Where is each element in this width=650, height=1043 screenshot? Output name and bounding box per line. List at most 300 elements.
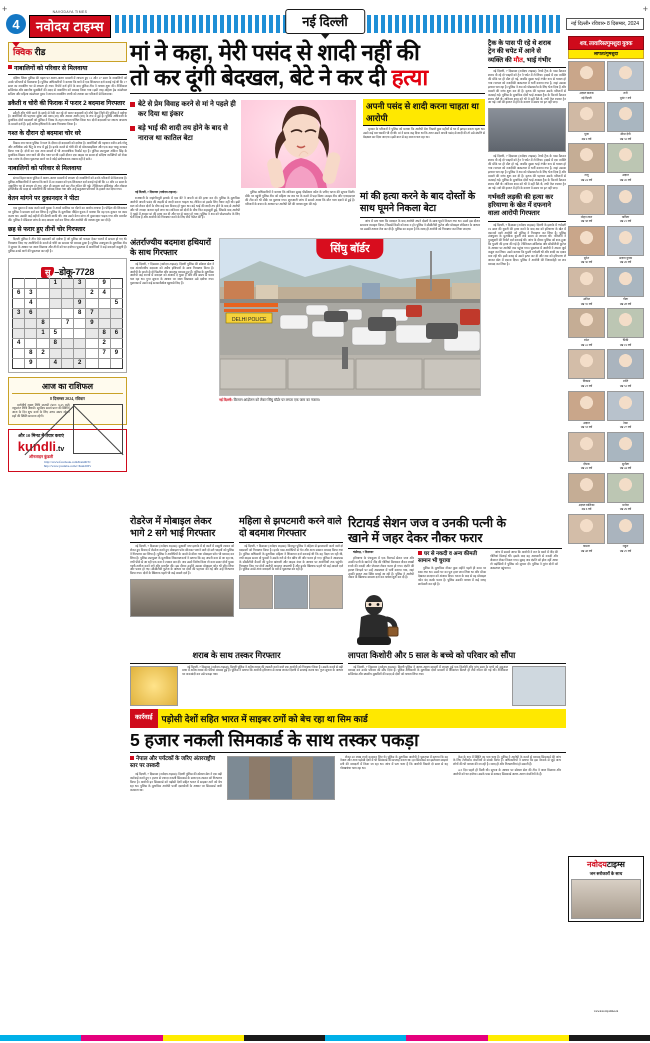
sudoku-cell[interactable]: 4 [13,338,25,348]
sudoku-cell[interactable] [98,358,110,368]
left-column [8,42,127,472]
person-name: अज्ञात बालक [579,91,594,95]
sudoku-cell[interactable] [110,308,122,318]
person-name: सुनीता [622,461,629,466]
sudoku-cell[interactable] [37,308,49,318]
promo-image [571,879,641,919]
person-photo [607,61,644,91]
person-name: राहुल [622,544,629,549]
person-photo [568,267,605,297]
quick-read-item[interactable] [8,100,127,128]
bottom-headline-c: रिटायर्ड सेशन जज व उनकी पत्नी के खाने में जहर देकर नौकर फरार [348,516,562,549]
sudoku-cell[interactable] [13,278,25,288]
sudoku-cell[interactable] [61,298,73,308]
person-name: मोहन लाल [580,214,593,219]
sudoku-cell[interactable] [61,328,73,338]
promo-tagline: जन सरोकारों के साथ [589,871,623,876]
mid-story[interactable] [130,238,214,403]
sudoku-cell[interactable]: 7 [86,308,98,318]
story-c-col-2: घर से नकदी व अन्य कीमती सामान भी चुराया पुलिस के मुताबिक नौकर कुछ महीने पहले ही काम पर रखा गया था। उसने घर का पूरा हाल जान लिया था और मौका देखकर वारदात को अंजाम दिया। घटना के बाद से वह मोबाइल फोन बंद करके फरार है। पुलिस उसकी तलाश में कई जगह छापेमारी कर रही है। [418,551,486,586]
cmyk-color-bar [0,1035,650,1041]
person-name: पूजा [584,132,589,137]
sudoku-label: –डोकू-7728 [54,266,95,277]
person-photo [568,349,605,379]
bottom-body-b: नई दिल्ली, 7 दिसम्बर (नवोदय टाइम्स): बिंदापुर पुलिस ने महिला से झपटमारी करने वाले दो बदमाशों को गिरफ्तार किया है। इनके पास आरोपियों से चेन और अन्य सामान बरामद किया गया है। पुलिस अधिकारी के मुताबिक महिला ने शिकायत दर्ज करवाई थी कि वह पैदल जा रही थी, तभी बाइक सवार दो युवकों ने उसके गले से चेन खींच ली और फरार हो गए। पुलिस ने आसपास के सीसीटीवी कैमरों की फुटेज खंगाली और बाइक नंबर के आधार पर आरोपियों तक पहुंची। गिरफ्तार किए गए दोनों आरोपी आदतन अपराधी हैं और इनके खिलाफ पहले भी कई मामले दर्ज हैं। पुलिस उनसे अन्य वारदातों के बारे में पूछताछ कर रही है। [239,544,343,572]
sudoku-cell[interactable] [49,288,61,298]
missing-persons-subheader: लापता/गुमशुदा [568,50,644,59]
person-detail: उम्र 23 वर्ष [580,383,593,388]
sudoku-cell[interactable] [49,318,61,328]
sudoku-cell[interactable]: 1 [49,278,61,288]
registration-mark-right: + [642,4,648,14]
missing-person-cell[interactable] [607,226,644,265]
sudoku-cell[interactable]: 8 [37,318,49,328]
missing-person-cell[interactable] [607,473,644,512]
right-body-1: नई दिल्ली, 7 दिसम्बर (नवोदय टाइम्स): रेलवे ट्रैक के पास बैठकर शराब पी रहे दो भाइयों को ट्रेन ने चपेट में ले लिया। हादसे में एक व्यक्ति की मौके पर ही मौत हो गई, जबकि दूसरा भाई गंभीर रूप से घायल हो गया। घायल को नजदीकी अस्पताल में भर्ती कराया गया है, जहां उसका इलाज चल रहा है। पुलिस ने शव को पोस्टमार्टम के लिए भेज दिया है और मामले की जांच शुरू कर दी है। मृतक की पहचान उसके परिजनों से करवाई गई। पुलिस के मुताबिक दोनों भाई अक्सर ट्रैक के किनारे बैठकर शराब पीते थे। शनिवार शाम को भी वे वहीं बैठे थे, तभी तेज रफ्तार ट्रेन आ गई। नशे की हालत में होने के कारण वे समय पर हट नहीं पाए। [488,69,566,105]
person-name: रमेश [583,338,590,343]
right-headline-2: गर्भवती लड़की की हत्या कर हरियाणा के खेत में दफनाने वाला आरोपी गिरफ्तार [488,194,566,222]
person-detail: उम्र 38 वर्ष [580,219,593,224]
right-headline-1: ट्रैक के पास पी रहे थे शराब ट्रेन की चपेट में आने से व्यक्ति की मौत, भाई गंभीर [488,40,566,68]
right-body-1-cont: नई दिल्ली, 7 दिसम्बर (नवोदय टाइम्स): रेलवे ट्रैक के पास बैठकर शराब पी रहे दो भाइयों को ट्रेन ने चपेट में ले लिया। हादसे में एक व्यक्ति की मौके पर ही मौत हो गई, जबकि दूसरा भाई गंभीर रूप से घायल हो गया। घायल को नजदीकी अस्पताल में भर्ती कराया गया है, जहां उसका इलाज चल रहा है। पुलिस ने शव को पोस्टमार्टम के लिए भेज दिया है और मामले की जांच शुरू कर दी है। मृतक की पहचान उसके परिजनों से करवाई गई। पुलिस के मुताबिक दोनों भाई अक्सर ट्रैक के किनारे बैठकर शराब पीते थे। शनिवार शाम को भी वे वहीं बैठे थे, तभी तेज रफ्तार ट्रेन आ गई। नशे की हालत में होने के कारण वे समय पर हट नहीं पाए। [488,154,566,190]
person-detail: उम्र 9 वर्ष [581,136,592,141]
main-byline: नई दिल्ली, 7 दिसम्बर (नवोदय टाइम्स): [135,190,178,194]
quick-read-label-2: रीड [34,47,46,57]
sudoku-cell[interactable]: 3 [74,278,86,288]
person-photo [568,391,605,421]
person-detail: उम्र 41 वर्ष [580,342,593,347]
bottom-story-d[interactable]: शराब के साथ तस्कर गिरफ्तार नई दिल्ली, 7 दिसम्बर (नवोदय टाइम्स): दिल्ली पुलिस ने अवैध शराब की तस्करी करने वाले एक आरोपी को गिरफ्तार किया है। उसके कब्जे से बड़ी मात्रा में अवैध शराब की पेटियां बरामद हुई हैं। पुलिस ने बताया कि आरोपी हरियाणा से शराब लाकर दिल्ली में सप्लाई करता था। गुप्त सूचना के आधार पर नाकाबंदी कर उसे पकड़ा गया। [130,649,343,706]
person-photo [607,432,644,462]
sudoku-cell[interactable]: 7 [61,318,73,328]
footer-url: www.navodayatimes.in [593,1010,619,1013]
svg-text:DELHI POLICE: DELHI POLICE [232,316,267,323]
person-detail: उम्र 32 वर्ष [619,136,632,141]
story-c-byline: चंडीगढ़, 7 दिसम्बर [353,550,374,554]
sudoku-row [13,278,123,288]
final-col-3: केस के रूप में स्थिति का पता चला है। पुलिस ने आरोपी के कब्जे से बरामद सिमकार्ड की जांच के लिए टेलीकॉम कंपनियों से संपर्क किया है। अधिकारियों ने बताया कि इस नेटवर्क से जुड़े अन्य लोगों की भी तलाश की जा रही है। जल्द ही और गिरफ्तारियां हो सकती हैं। 4-5 दिन पहले ही मिली थी। सूचना के आधार पर स्पेशल सेल की टीम ने जाल बिछाया और आरोपी को धर दबोचा। उसके पास से बरामद सिमकार्ड अलग-अलग कंपनियों के हैं। [453,754,561,777]
sudoku-row [13,308,123,318]
sudoku-cell[interactable] [110,288,122,298]
singhu-photo-block [219,238,483,403]
person-detail: उम्र 44 वर्ष [619,466,632,471]
sudoku-cell[interactable] [37,288,49,298]
missing-persons-grid[interactable] [568,61,644,553]
person-detail: उम्र 30 वर्ष [580,260,593,265]
person-detail: उम्र 52 वर्ष [619,383,632,388]
sudoku-cell[interactable]: 5 [110,298,122,308]
main-headline-highlight: हत्या [391,65,428,90]
missing-person-cell[interactable] [607,61,644,100]
bottom-headline-e: लापता किशोरी और 5 साल के बच्चे को परिवार को सौंपा [348,649,566,664]
person-photo [607,473,644,503]
headline-highlight: मौत [513,56,523,64]
sudoku-cell[interactable] [86,358,98,368]
story-c-sub-bullet: घर से नकदी व अन्य कीमती सामान भी चुराया [418,551,477,564]
bottom-story-a[interactable] [130,516,234,645]
missing-person-cell[interactable] [568,185,605,224]
page-number: 4 [6,14,26,34]
right-column [488,40,566,269]
sudoku-cell[interactable]: 6 [13,288,25,298]
sudoku-cell[interactable] [110,318,122,328]
right-body-2: नई दिल्ली, 7 दिसम्बर (नवोदय टाइम्स): दिल्ली के इलाके में गर्भवती 19 साल की युवती की हत्या करने के बाद शव को हरियाणा के खेत में दफनाने वाले आरोपी को पुलिस ने गिरफ्तार कर लिया है। पुलिस उपायुक्त के मुताबिक युवती लंबे समय से लापता थी। परिजनों ने गुमशुदगी की रिपोर्ट दर्ज करवाई थी। जांच के दौरान पुलिस को शक हुआ कि युवती की हत्या की गई है। टेक्निकल सर्विलांस और सीसीटीवी फुटेज के आधार पर आरोपी तक पहुंचा गया। पूछताछ में आरोपी ने अपना जुर्म कबूल कर लिया। उसने बताया कि युवती गर्भवती थी और शादी का दबाव बना रही थी। इसी वजह से उसने हत्या कर दी और शव को हरियाणा ले जाकर खेत में दफना दिया। पुलिस ने आरोपी की निशानदेही पर शव बरामद कर लिया है। [488,222,566,266]
missing-person-cell[interactable] [568,349,605,388]
person-name: अज्ञात बालिका [578,502,595,507]
sudoku-cell[interactable] [37,358,49,368]
kundli-chart-icon [73,404,123,454]
missing-person-cell[interactable] [568,267,605,306]
bottom-photo-a [130,579,234,617]
quick-read-box [8,42,127,62]
center-section [130,40,485,403]
sudoku-cell[interactable] [86,338,98,348]
person-detail: नई दिल्ली [581,95,592,100]
sudoku-cell[interactable]: 8 [25,348,37,358]
bullet-square-icon [418,551,422,555]
left-body-5: एक दुकान में काम करने वाले युवक ने अपने मालिक पर पीटने का आरोप लगाया है। पीड़ित की शिकायत पर पुलिस ने मामला दर्ज कर लिया है। पुलिस के मुताबिक पीड़ित युवक ने बताया कि वह एक दुकान पर काम करता था। उसकी कई महीनों की सैलरी बाकी थी। जब उसने वेतन मांगा तो दुकानदार भड़क गया और मारपीट की। पुलिस ने मेडिकल जांच के बाद मामला दर्ज कर लिया और आरोपी की तलाश शुरू कर दी है। [8,206,127,223]
person-detail: उम्र 26 वर्ष [619,260,632,265]
sudoku-cell[interactable] [49,308,61,318]
sudoku-cell[interactable] [61,308,73,318]
smugglers-photo [227,756,335,800]
sudoku-cell[interactable]: 6 [110,328,122,338]
left-headline-3: गश्त के दौरान दो बदमाश चोर धरे [8,130,127,140]
sudoku-cell[interactable] [25,278,37,288]
bullet-item: बड़े भाई की शादी तय होने के बाद से नाराज था कातिल बेटा [130,124,238,143]
sudoku-row [13,298,123,308]
missing-person-cell[interactable] [568,432,605,471]
sudoku-cell[interactable] [61,338,73,348]
photo-badge: सिंघु बॉर्डर [316,239,383,259]
sudoku-cell[interactable]: 8 [74,308,86,318]
sudoku-row [13,338,123,348]
missing-person-cell[interactable] [568,308,605,347]
sudoku-puzzle[interactable] [8,258,127,373]
left-body-6: दिल्ली पुलिस ने तीन ऐसे बदमाशों को दबोचा है जो पुलिस को चकमा देकर भागने में सफल हो गए थे। गिरफ्तार किए गए आरोपियों के कब्जे से चोरी का सामान भी बरामद हुआ है। पुलिस उपायुक्त के मुताबिक टीम ने सूचना के आधार पर जाल बिछाया और तीनों को धर दबोचा। पूछताछ में आरोपियों ने कई वारदातें कबूली हैं। पुलिस उनसे आगे की पूछताछ कर रही है। [8,236,127,253]
lead-column-1: नई दिल्ली, 7 दिसम्बर (नवोदय टाइम्स): राजधानी के जहांगीरपुरी इलाके में एक बेटे ने अपनी मां की हत्या कर दी। पुलिस के मुताबिक आरोपी अपनी पसंद की लड़की से शादी करना चाहता था, लेकिन मां इसके लिए तैयार नहीं थी। इसी बात को लेकर दोनों के बीच कई बार विवाद हो चुका था। बड़े भाई की शादी तय होने के बाद से आरोपी और भी ज्यादा नाराज रहने लगा था। शनिवार को दोनों के बीच फिर कहासुनी हुई, जिसके बाद आरोपी ने गुस्से में आकर मां की हत्या कर दी और घर से फरार हो गया। पुलिस ने शव को पोस्टमार्टम के लिए भेज दिया है और आरोपी को गिरफ्तार करने के लिए टीमें गठित की हैं। [130,190,240,220]
sudoku-cell[interactable]: 9 [110,348,122,358]
person-name: कमला [583,544,590,549]
person-photo [607,267,644,297]
missing-persons-column [568,36,644,553]
person-photo [607,308,644,338]
sudoku-cell[interactable] [74,348,86,358]
person-name: सुरेश [583,255,590,260]
missing-person-cell[interactable] [568,143,605,182]
missing-person-cell[interactable] [607,102,644,141]
person-photo [568,308,605,338]
left-headline-1: नाबालिगों को परिवार से मिलवाया [8,65,127,75]
person-photo [568,102,605,132]
bullet-square-icon [130,126,135,131]
newspaper-logo[interactable] [29,10,111,38]
story-c-col-3: जांच में सामने आया कि आरोपी ने रात के खाने में नींद की गोलियां मिलाई थीं। इसके बाद वह अलमारी से नकदी और जेवरात लेकर निकल गया। सुबह जब दंपति को होश नहीं आया तो पड़ोसियों ने पुलिस को सूचना दी। पुलिस ने तुरंत दोनों को अस्पताल पहुंचाया। [490,550,558,570]
person-detail: उम्र 24 वर्ष [580,177,593,182]
sudoku-cell[interactable] [49,298,61,308]
quick-read-item[interactable] [8,195,127,223]
person-detail: उम्र 48 वर्ष [580,548,593,553]
sudoku-row [13,348,123,358]
final-col-2: लेकर 20 लाख रुपये कमाकर लिए थे। पुलिस के मुताबिक आरोपी ने पूछताछ में बताया कि वह नेपाल और अन्य पड़ोसी देशों में भी सिमकार्ड की सप्लाई करता था। इन सिमकार्ड का इस्तेमाल साइबर ठगी की वारदातों में किया जा रहा था। जांच में पता चला है कि आरोपी पिछले दो साल से यह गोरखधंधा चला रहा था। [340,754,448,771]
person-name: विकास [582,379,591,384]
second-headline: मां की हत्या करने के बाद दोस्तों के साथ घूमने निकला बेटा [360,191,480,218]
sudoku-cell[interactable] [86,328,98,338]
final-col-1: नेपाल और पर्यटकों के जरिए अंतरराष्ट्रीय स्तर पर तस्करी नई दिल्ली, 7 दिसम्बर (नवोदय टाइम्स): दिल्ली पुलिस की स्पेशल सेल ने एक बड़ी कार्रवाई करते हुए 5 हजार से ज्यादा नकली सिमकार्ड के साथ एक तस्कर को गिरफ्तार किया है। आरोपी इन सिमकार्ड को पड़ोसी देशों सहित भारत में साइबर ठगों को बेच रहा था। पुलिस के मुताबिक आरोपी फर्जी दस्तावेजों के आधार पर सिमकार्ड जारी करवाता था। [130,755,222,792]
sudoku-cell[interactable]: 1 [37,328,49,338]
ad-logo: kundli.tv [17,439,65,455]
quick-read-label-1: क्विक [13,47,33,57]
main-headline-line-2: तो कर दूंगी बेदखल, बेटे ने कर दी हत्या [130,65,428,90]
sudoku-cell[interactable] [13,348,25,358]
sudoku-row [13,358,123,368]
missing-person-cell[interactable] [568,102,605,141]
main-story-illustration [241,100,356,188]
person-detail: उम्र 45 वर्ष [619,177,632,182]
logo-text: नवोदय टाइम्स [29,15,111,38]
sub-headline-yellow: अपनी पसंद से शादी करना चाहता था आरोपी [363,99,485,126]
sudoku-cell[interactable] [98,318,110,328]
person-photo [607,226,644,256]
sudoku-cell[interactable] [13,358,25,368]
person-photo [607,349,644,379]
sudoku-cell[interactable] [110,338,122,348]
sudoku-row [13,328,123,338]
left-headline-4: नाबालिगों को परिवार से मिलवाया [8,165,127,175]
person-detail: उम्र 21 वर्ष [619,219,632,224]
person-detail: उम्र 6 वर्ष [581,507,592,512]
ad-youtube-link[interactable]: http://www.youtube.com/c/KundliTv [43,464,92,469]
registration-mark-left: + [2,4,8,14]
person-name: अनिल [583,296,590,301]
bottom-section [130,516,566,800]
bottom-headline-a: रोडरेज में मोबाइल लेकर भागे 2 सगे भाई गिरफ्तार [130,516,234,543]
main-headline [130,40,485,94]
mid-story-body: नई दिल्ली, 7 दिसम्बर (नवोदय टाइम्स): दिल्ली पुलिस की स्पेशल सेल ने एक अंतर्राज्यीय बदमाश को अवैध हथियारों के साथ गिरफ्तार किया है। आरोपी के कब्जे से दो पिस्तौल और कारतूस बरामद हुए हैं। पुलिस के मुताबिक आरोपी कई राज्यों में वारदात को अंजाम दे चुका है और लंबे समय से फरार चल रहा था। गुप्त सूचना के आधार पर जाल बिछाकर उसे दबोचा गया। पूछताछ में उसने कई सनसनीखेज खुलासे किए हैं। [130,261,214,286]
sudoku-cell[interactable]: 4 [49,358,61,368]
person-photo [568,473,605,503]
action-banner [130,709,566,728]
lead-column-3: मां की हत्या करने के बाद दोस्तों के साथ घूमने निकला बेटा जांच में पता चला कि वारदात के बाद आरोपी अपने दोस्तों के साथ घूमने निकल गया था। उसने इस दौरान सामान्य व्यवहार किया, जिससे किसी को शक न हो। पुलिस ने सीसीटीवी फुटेज और मोबाइल लोकेशन के आधार पर उसकी तलाश तेज कर दी है। पुलिस का कहना है कि जल्द ही आरोपी को गिरफ्तार कर लिया जाएगा। [360,191,480,231]
person-photo [607,185,644,215]
left-headline-2: डकैती व चोरी की फिराक में फरार 2 बदमाश गिरफ्तार [8,100,127,110]
sudoku-cell[interactable] [98,308,110,318]
sudoku-cell[interactable]: 2 [98,338,110,348]
person-name: पिंकी [622,338,629,343]
sudoku-cell[interactable] [37,298,49,308]
navodaya-promo-box[interactable] [568,856,644,922]
missing-person-cell[interactable] [568,61,605,100]
person-detail: उम्र 29 वर्ष [619,507,632,512]
sudoku-badge: सु [41,267,54,278]
person-photo [607,514,644,544]
banner-tag: कार्रवाई [130,709,158,728]
sudoku-cell[interactable]: 9 [25,358,37,368]
final-bullet-text: नेपाल और पर्यटकों के जरिए अंतरराष्ट्रीय स्तर पर तस्करी [130,755,216,769]
singhu-border-photo [219,238,481,396]
quick-read-item[interactable] [8,65,127,97]
sudoku-cell[interactable]: 9 [86,318,98,328]
person-name: अज्ञात [622,173,629,178]
sudoku-cell[interactable]: 4 [25,298,37,308]
person-name: सीमा देवी [620,132,631,137]
bottom-body-a: नई दिल्ली, 7 दिसम्बर (नवोदय टाइम्स): मुखर्जी नगर इलाके में दो कारों में मामूली टक्कर को लेकर हुए विवाद में रोडरेज करते हुए मोबाइल फोन छीनकर भागने वाले दो सगे भाइयों को पुलिस ने गिरफ्तार कर लिया है। पुलिस ने आरोपियों के कब्जे से छीना गया मोबाइल फोन भी बरामद कर लिया है। पुलिस उपायुक्त के मुताबिक शिकायतकर्ता ने बताया कि वह अपनी कार से जा रहा था, तभी पीछे से आ रही एक कार ने टक्कर मार दी। जब उसने विरोध किया तो कार सवार दोनों युवक गाली-गलौज करने लगे और मारपीट की। इस दौरान उन्होंने उसका मोबाइल फोन भी छीन लिया और फरार हो गए। सीसीटीवी फुटेज के आधार पर दोनों की पहचान की गई और उन्हें गिरफ्तार किया गया। दोनों के खिलाफ पहले भी कई मामले दर्ज हैं। [130,544,234,576]
person-photo [568,185,605,215]
bullet-square-icon [130,756,134,760]
sudoku-cell[interactable] [98,298,110,308]
missing-person-cell[interactable] [568,226,605,265]
bottom-photo-b [239,575,343,609]
person-photo [568,432,605,462]
missing-person-cell[interactable] [607,185,644,224]
sudoku-cell[interactable] [74,338,86,348]
dateline: नई दिल्ली• रविवार• 8 दिसम्बर, 2024 [566,18,644,30]
person-name: रानी [623,91,628,95]
sudoku-cell[interactable] [37,278,49,288]
horoscope-title: आज का राशिफल [12,381,123,394]
sub-headline-block [363,94,485,142]
sudoku-cell[interactable]: 2 [37,348,49,358]
sudoku-cell[interactable] [110,278,122,288]
ad-subtitle: ऑनलाइन कुंडली [28,454,54,460]
bottom-headline-b: महिला से झपटमारी करने वाले दो बदमाश गिरफ्तार [239,516,343,543]
left-body-4: संगम विहार थाना पुलिस ने अलग-अलग मामलों में लापता दो नाबालिगों को उनके परिजनों से मिलवाया है। पुलिस अधिकारियों ने बताया कि थाने में 20 नवम्बर को एक शिकायत दर्ज कराई गई थी कि 12 और 16 साल के नाबालिग घर से लापता हो गए। तुरंत ही मामला दर्ज कर टीम गठित की गई। टेक्निकल सर्विलांस और लोकल इंटेलिजेंस की मदद से नाबालिगों को बरामद किया गया और उन्हें सकुशल परिजनों के हवाले कर दिया गया। [8,175,127,192]
person-photo [568,226,605,256]
person-detail: उम्र 19 वर्ष [619,342,632,347]
bottom-story-c[interactable] [348,516,562,645]
sub-story-body: मृतका के परिजनों ने पुलिस को बताया कि आरोपी बेटा पिछले कुछ महीनों से घर में झगड़ा करता रहता था। उसने कई बार धमकी भी दी थी। मां ने साफ कह दिया था कि अगर उसने अपनी पसंद से शादी की तो उसे संपत्ति से बेदखल कर दिया जाएगा। इसी बात से वह नाराज चल रहा था। [363,127,485,139]
mid-story-headline: अंतर्राज्यीय बदमाश हथियारों के साथ गिरफ्तार [130,238,214,261]
person-detail: उम्र 22 वर्ष [580,466,593,471]
logo-tagline: NAVODAYA TIMES [52,10,88,14]
sudoku-cell[interactable]: 8 [49,338,61,348]
person-photo [568,143,605,173]
missing-person-cell[interactable] [607,514,644,553]
photo-caption-location: नई दिल्ली: [219,397,233,402]
bottom-headline-d: शराब के साथ तस्कर गिरफ्तार [130,649,343,664]
bullet-item: बेटे से प्रेम विवाह करने से मां ने पहले ही कर दिया था इंकार [130,100,238,119]
city-edition-flag: नई दिल्ली [285,9,365,34]
bullet-square-icon [130,102,135,107]
promo-logo: नवोदयटाइम्स [587,860,625,869]
person-photo [607,143,644,173]
flag-icon [12,42,20,47]
sudoku-cell[interactable] [13,328,25,338]
sudoku-cell[interactable] [110,358,122,368]
person-name: गीता [623,296,628,301]
sudoku-cell[interactable] [13,318,25,328]
missing-person-cell[interactable] [607,267,644,306]
right-photo-1 [488,108,566,152]
sudoku-cell[interactable]: 3 [13,308,25,318]
sudoku-title [12,262,123,275]
sudoku-cell[interactable]: 4 [98,288,110,298]
left-body-3: बिक्रम नगर थाना पुलिस ने गश्त के दौरान दो बदमाशों को दबोचा है। आरोपियों की पहचान नवीन उर्फ गोलू और अभिषेक उर्फ पिंटू के रूप में हुई है। इनके कब्जे से चोरी की दो मोटरसाइकिल और एक बड़ा चाकू बरामद किया गया है। दोनों का एक अन्य मामले में भी आपराधिक रिकॉर्ड रहा है। पुलिस उपायुक्त अंकित सिंह के मुताबिक बिक्रम नगर थाने की टीम गश्त पर थी। इसी दौरान एक बाइक पर सवार दो संदिग्ध व्यक्तियों को रोका गया। जांच के दौरान पूछताछ करने पर वे कोई संतोषजनक जवाब नहीं दे सके। [8,141,127,161]
sudoku-cell[interactable]: 9 [74,298,86,308]
sudoku-cell[interactable] [61,288,73,298]
person-name: अज्ञात युवक [618,255,633,260]
bottom-story-b[interactable] [239,516,343,645]
person-name: अज्ञात [583,420,590,425]
sudoku-cell[interactable] [86,348,98,358]
final-photo-block [227,756,335,800]
quick-read-title [13,45,123,58]
banner-text: पड़ोसी देशों सहित भारत में साइबर ठगों को बेच रहा था सिम कार्ड [158,709,566,728]
person-detail: उम्र 28 वर्ष [619,301,632,306]
missing-persons-header: शव, लावारिस/गुमशुदा युवक [568,36,644,50]
photo-caption: नई दिल्ली: किसान आंदोलन को लेकर सिंघु बॉर्डर पर लगता एक जाम का नजारा। [219,397,321,402]
person-name: मनोज [622,502,629,507]
left-headline-6: छह से फरार हुए तीनों चोर गिरफ्तार [8,226,127,236]
horoscope-body: मार्गशीर्ष शुक्ल तिथि सप्तमी (प्रात: 9.45 बजे) तदुपरांत तिथि अष्टमी। सूर्योदय समय प्रातः की स्थिति। आज के दिन शुभ कार्य के लिए उत्तम समय रहेगा। ग्रहों की स्थिति सामान्य रहेगी। [12,402,70,419]
missing-person-cell[interactable] [568,514,605,553]
missing-person-cell[interactable] [607,349,644,388]
sudoku-cell[interactable]: 9 [98,278,110,288]
final-headline: 5 हजार नकली सिमकार्ड के साथ तस्कर पकड़ा [130,730,566,753]
horoscope-date: 8 दिसम्बर 2024, रविवार [50,395,85,401]
thief-illustration [348,591,400,645]
person-photo [568,514,605,544]
quick-read-item[interactable] [8,165,127,193]
person-name: शांति [622,379,629,384]
person-photo [607,102,644,132]
ad-facebook-link[interactable]: http://www.facebook.com/KundliTv [44,460,91,465]
sudoku-grid[interactable] [12,278,123,369]
sudoku-cell[interactable] [61,278,73,288]
sudoku-cell[interactable] [74,288,86,298]
sudoku-cell[interactable] [86,298,98,308]
person-name: दीपक [583,461,590,466]
sudoku-cell[interactable] [61,348,73,358]
quick-read-item[interactable] [8,130,127,162]
bottom-story-e[interactable]: लापता किशोरी और 5 साल के बच्चे को परिवार को सौंपा नई दिल्ली, 7 दिसम्बर (नवोदय टाइम्स): दिल्ली पुलिस ने अलग-अलग मामलों में लापता हुई एक किशोरी और पांच साल के बच्चे को सकुशल बरामद कर उनके परिवार को सौंप दिया है। पुलिस अधिकारी के मुताबिक दोनों मामलों में शिकायत मिलते ही टीमें गठित की गई थीं। टेक्निकल सर्विलांस और स्थानीय मुखबिरों की मदद से दोनों को तलाश लिया गया। [348,649,566,706]
missing-person-cell[interactable] [607,432,644,471]
sudoku-cell[interactable]: 2 [86,288,98,298]
sudoku-cell[interactable] [37,338,49,348]
sudoku-row [13,288,123,298]
sudoku-cell[interactable] [13,298,25,308]
sudoku-row [13,318,123,328]
person-detail: उम्र 25 वर्ष [619,548,632,553]
missing-person-cell[interactable] [568,473,605,512]
sudoku-cell[interactable] [25,328,37,338]
missing-person-cell[interactable] [607,143,644,182]
person-name: राजू [584,173,589,178]
sudoku-cell[interactable]: 2 [74,358,86,368]
sudoku-cell[interactable]: 8 [98,328,110,338]
sudoku-cell[interactable] [25,318,37,328]
sudoku-cell[interactable]: 6 [25,308,37,318]
main-story-bullets [130,94,238,148]
sudoku-cell[interactable]: 7 [98,348,110,358]
missing-person-cell[interactable] [568,391,605,430]
person-name: कविता [621,214,630,219]
missing-person-cell[interactable] [607,391,644,430]
sudoku-cell[interactable] [86,278,98,288]
missing-person-cell[interactable] [607,308,644,347]
quick-read-item[interactable] [8,226,127,254]
sudoku-cell[interactable] [74,318,86,328]
liquor-illustration [130,666,178,706]
sudoku-cell[interactable] [74,328,86,338]
horoscope-box[interactable] [8,377,127,426]
sudoku-cell[interactable] [49,348,61,358]
sudoku-cell[interactable] [61,358,73,368]
sudoku-cell[interactable] [25,338,37,348]
person-detail: मुबंर 7 वर्ष [619,95,632,100]
sudoku-cell[interactable]: 3 [25,288,37,298]
sudoku-cell[interactable]: 5 [49,328,61,338]
